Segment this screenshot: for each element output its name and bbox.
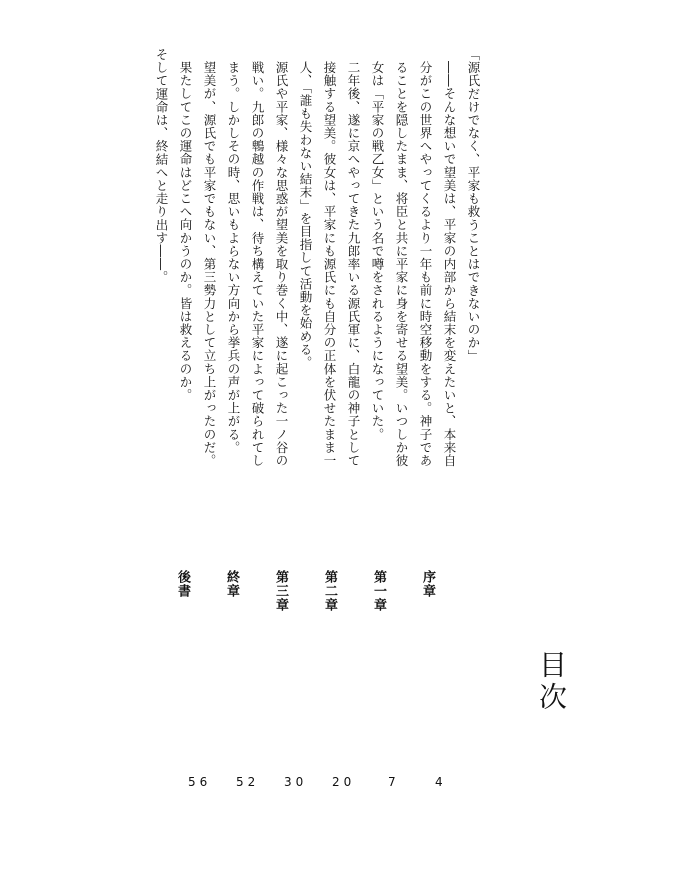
toc-title: 目次 — [535, 650, 568, 714]
synopsis-paragraph: 望美が、源氏でも平家でもない、第三勢力として立ち上がったのだ。 — [202, 60, 217, 467]
toc-page-number: 56 — [188, 775, 212, 789]
synopsis-paragraph: 源氏や平家、様々な思惑が望美を取り巻く中、遂に起こった一ノ谷の戦い。九郎の鵯越の作戦は、待ち構えていた平家によって破られてしまう。しかしその時、思いもよらない方向から挙兵の声が上がる。 — [226, 60, 289, 467]
synopsis-paragraph: 「源氏だけでなく、平家も救うことはできないのか」 — [466, 48, 481, 363]
synopsis-text — [149, 48, 485, 478]
synopsis-paragraph: そして運命は、終結へと走り出す――。 — [154, 48, 169, 284]
toc-page-number: 4 — [435, 775, 447, 789]
toc-entry-label: 第三章 — [273, 570, 288, 612]
toc-entry-list — [158, 570, 452, 660]
toc-entry-label: 終章 — [224, 570, 239, 598]
toc-entry-label: 後書 — [175, 570, 190, 598]
toc-entry-label: 第二章 — [322, 570, 337, 612]
synopsis-paragraph: ――そんな想いで望美は、平家の内部から結末を変えたいと、本来自分がこの世界へやってくるより一年も前に時空移動をする。神子であることを隠したまま、将臣と共に平家に身を寄せる望美。いつしか彼女は「平家の戦乙女」という名で噂をされるようになっていた。 — [370, 60, 457, 467]
synopsis-paragraph: 果たしてこの運命はどこへ向かうのか。皆は救えるのか。 — [178, 60, 193, 402]
toc-page-number: 20 — [332, 775, 356, 789]
toc-page-number: 52 — [236, 775, 260, 789]
toc-entry-label: 序章 — [420, 570, 435, 598]
toc-entry-label: 第一章 — [371, 570, 386, 612]
synopsis-paragraph: 二年後、遂に京へやってきた九郎率いる源氏軍に、白龍の神子として接触する望美。彼女は、平家にも源氏にも自分の正体を伏せたまま一人、「誰も失わない結末」を目指して活動を始める。 — [298, 60, 361, 467]
toc-page-number: 30 — [284, 775, 308, 789]
toc-page-number: 7 — [388, 775, 400, 789]
